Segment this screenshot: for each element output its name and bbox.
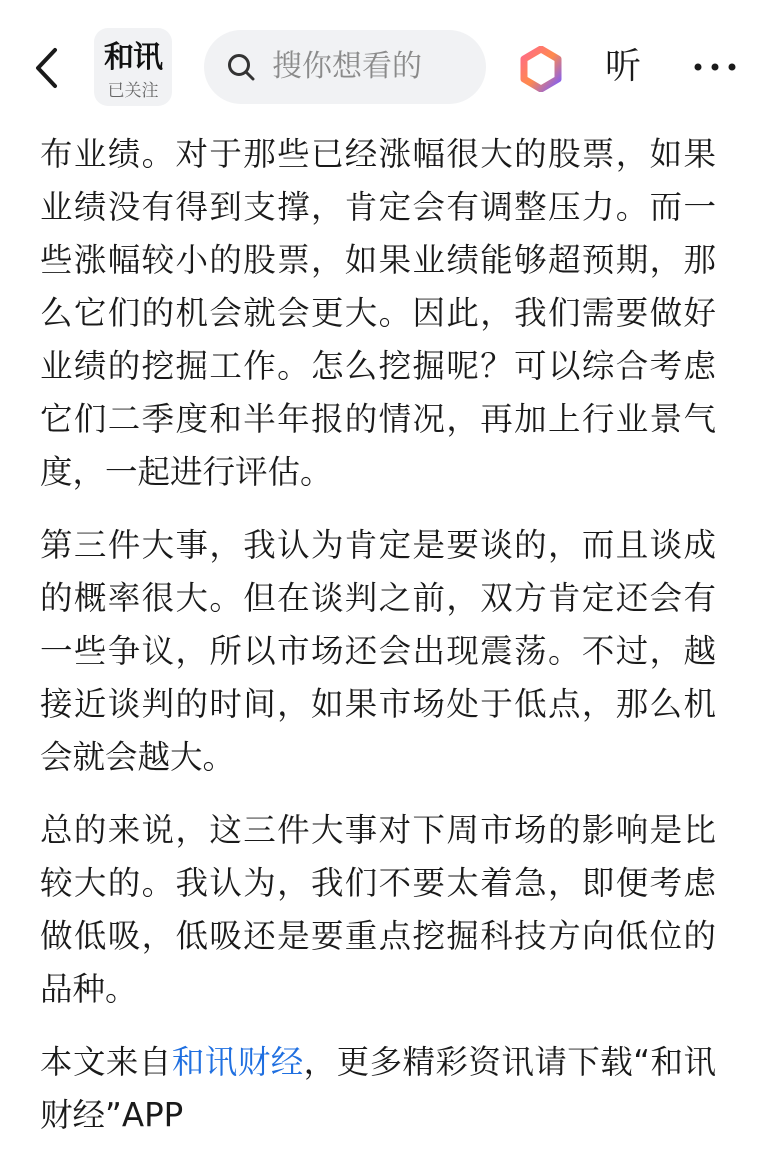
account-avatar[interactable] bbox=[94, 28, 172, 106]
search-icon bbox=[226, 52, 256, 82]
article-paragraph: 第三件大事，我认为肯定是要谈的，而且谈成的概率很大。但在谈判之前，双方肯定还会有一些争议，所以市场还会出现震荡。不过，越接近谈判的时间，如果市场处于低点，那么机会就会越大。 bbox=[40, 526, 716, 776]
article-body bbox=[40, 128, 716, 1162]
chevron-left-icon bbox=[33, 47, 59, 89]
back-button[interactable] bbox=[28, 44, 64, 92]
article-paragraph: 总的来说，这三件大事对下周市场的影响是比较大的。我认为，我们不要太着急，即便考虑做低吸，低吸还是要重点挖掘科技方向低位的品种。 bbox=[40, 811, 716, 1008]
source-statement bbox=[40, 1036, 716, 1142]
top-navigation-bar bbox=[0, 0, 769, 120]
search-placeholder: 搜你想看的 bbox=[272, 49, 422, 84]
listen-button[interactable]: 听 bbox=[605, 46, 642, 87]
source-prefix: 本文来自 bbox=[40, 1043, 172, 1081]
follow-status: 已关注 bbox=[107, 81, 159, 101]
source-suffix: ，更多精彩资讯请下载“和讯财经”APP bbox=[40, 1043, 716, 1134]
search-input[interactable] bbox=[204, 30, 486, 104]
source-link[interactable]: 和讯财经 bbox=[171, 1043, 304, 1081]
account-logo: 和讯 bbox=[104, 40, 162, 75]
article-paragraph: 布业绩。对于那些已经涨幅很大的股票，如果业绩没有得到支撑，肯定会有调整压力。而一些涨幅较小的股票，如果业绩能够超预期，那么它们的机会就会更大。因此，我们需要做好业绩的挖掘工作。怎么挖掘呢？可以综合考虑它们二季度和半年报的情况，再加上行业景气度，一起进行评估。 bbox=[40, 135, 716, 491]
more-dots-icon[interactable] bbox=[690, 52, 740, 82]
ai-assistant-icon[interactable] bbox=[518, 46, 564, 92]
